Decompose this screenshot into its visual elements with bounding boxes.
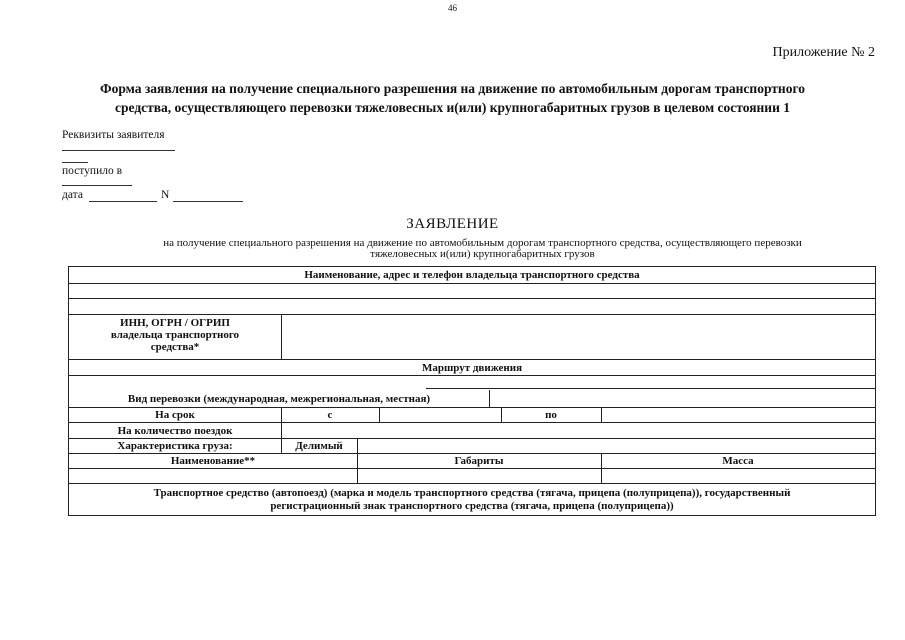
row-divider xyxy=(69,407,875,408)
requisites-line xyxy=(62,150,175,151)
document-heading: ЗАЯВЛЕНИЕ xyxy=(406,216,499,232)
subheading-line-2: тяжеловесных и(или) крупногабаритных грузов xyxy=(370,248,595,260)
inn-label-line-1: ИНН, ОГРН / ОГРИП xyxy=(120,317,230,329)
received-label: поступило в xyxy=(62,165,123,177)
cargo-name-header: Наименование** xyxy=(170,455,256,467)
term-from-label: с xyxy=(327,409,333,421)
row-divider xyxy=(69,283,875,284)
received-line xyxy=(62,185,132,186)
number-label: N xyxy=(161,189,170,201)
row-divider xyxy=(69,468,875,469)
mass-header: Масса xyxy=(722,455,754,467)
row-divider xyxy=(69,422,875,423)
application-form-table xyxy=(68,266,876,516)
document-subheading xyxy=(90,238,875,260)
vehicle-description-line-2: регистрационный знак транспортного средства (тягача, прицепа (полуприцепа)) xyxy=(270,500,674,512)
vehicle-description-line-1: Транспортное средство (автопоезд) (марка и модель транспортного средства (тягача, прицепа (полуприцепа)), государственный xyxy=(153,487,791,499)
form-title-line-1: Форма заявления на получение специального разрешения на движение по автомобильным дорогам транспортного xyxy=(100,81,805,96)
number-line xyxy=(173,201,243,202)
row-divider xyxy=(69,314,875,315)
inn-label-line-3: средства* xyxy=(150,341,200,353)
transport-type-label: Вид перевозки (международная, межрегиональная, местная) xyxy=(127,393,431,405)
col-divider xyxy=(601,407,602,422)
row-divider xyxy=(69,375,875,376)
row-divider xyxy=(69,483,875,484)
col-divider xyxy=(379,407,380,422)
row-divider xyxy=(69,359,875,360)
form-title xyxy=(40,79,865,117)
col-divider xyxy=(489,390,490,407)
subheading-line-1: на получение специального разрешения на движение по автомобильным дорогам транспортного средства, осуществляющего перевозки xyxy=(163,237,802,249)
divisible-label: Делимый xyxy=(295,440,343,452)
owner-header: Наименование, адрес и телефон владельца транспортного средства xyxy=(304,269,640,281)
appendix-label: Приложение № 2 xyxy=(772,45,875,60)
inn-label xyxy=(69,317,281,353)
route-underline xyxy=(426,388,875,389)
vehicle-description xyxy=(69,487,875,513)
page-number: 46 xyxy=(448,3,457,13)
route-header: Маршрут движения xyxy=(421,362,523,374)
date-label: дата xyxy=(62,189,83,201)
cargo-characteristic-label: Характеристика груза: xyxy=(117,440,233,452)
row-divider xyxy=(69,453,875,454)
date-line xyxy=(89,201,157,202)
row-divider xyxy=(69,438,875,439)
dimensions-header: Габариты xyxy=(454,455,504,467)
inn-label-line-2: владельца транспортного xyxy=(110,329,240,341)
requisites-line-short xyxy=(62,162,88,163)
term-to-label: по xyxy=(545,409,557,421)
trips-label: На количество поездок xyxy=(117,425,233,437)
requisites-label: Реквизиты заявителя xyxy=(62,129,165,141)
term-label: На срок xyxy=(155,409,195,421)
form-title-line-2: средства, осуществляющего перевозки тяжеловесных и(или) крупногабаритных грузов в целевом состоянии 1 xyxy=(115,100,790,115)
col-divider xyxy=(281,314,282,359)
row-divider xyxy=(69,298,875,299)
